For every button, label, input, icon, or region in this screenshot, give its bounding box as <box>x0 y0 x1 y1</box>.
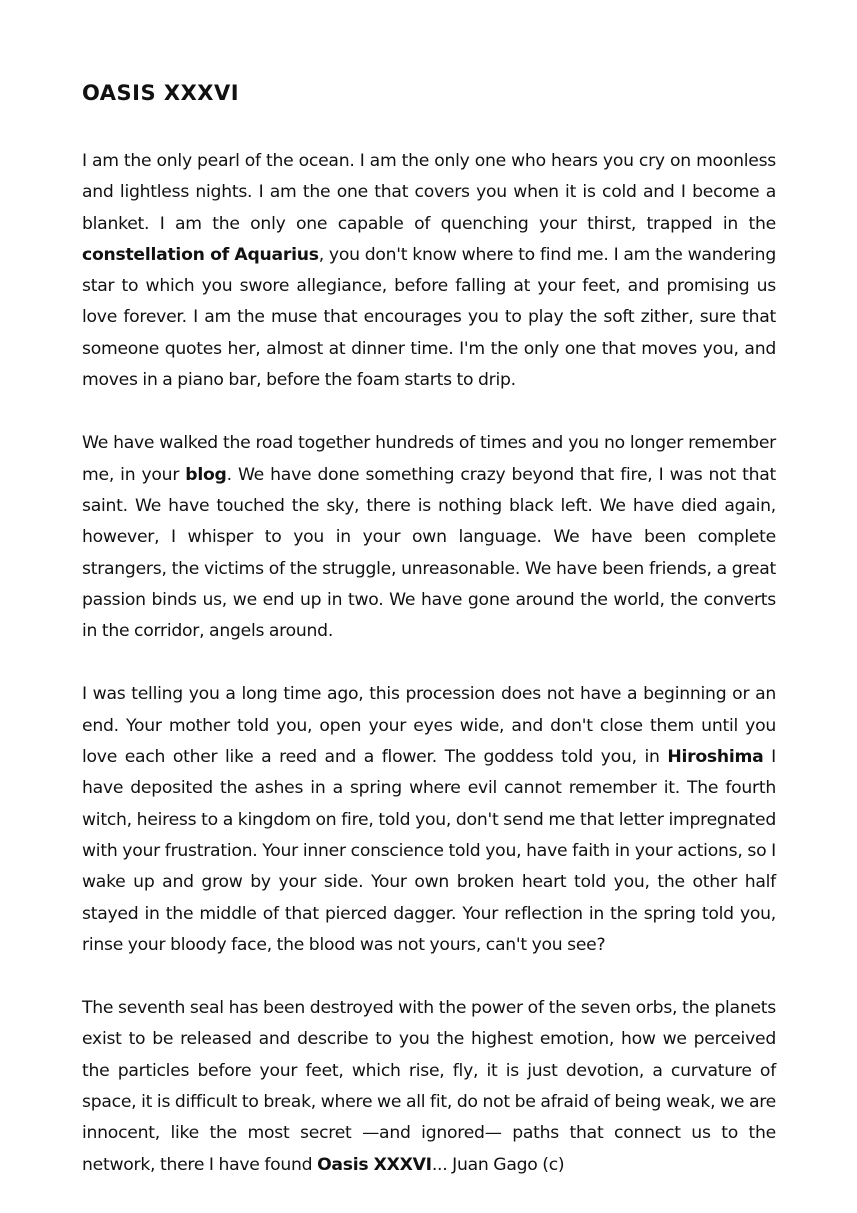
document-title: OASIS XXXVI <box>82 81 240 105</box>
paragraph-2 <box>82 428 776 647</box>
paragraph-4 <box>82 993 776 1181</box>
paragraph-3-text-1: I was telling you a long time ago, this procession does not have a beginning or an end. Your mother told you, open your eyes wide, and don't close them until you love each other like a reed and a flower. The goddess told you, in <box>82 684 776 768</box>
paragraph-4-text-1: The seventh seal has been destroyed with the power of the seven orbs, the planets exist to be released and describe to you the highest emotion, how we perceived the particles before your feet, which rise, fly, it is just devotion, a curvature of space, it is difficult to break, where we all fit, do not be afraid of being weak, we are innocent, like the most secret —and ignored— paths that connect us to the network, there I have found <box>82 998 776 1175</box>
highlight-hiroshima: Hiroshima <box>667 747 764 768</box>
paragraph-1 <box>82 146 776 396</box>
highlight-constellation-of-aquarius: constellation of Aquarius <box>82 244 319 265</box>
paragraph-2-text-2: . We have done something crazy beyond that fire, I was not that saint. We have touched the sky, there is nothing black left. We have died again, however, I whisper to you in your own language. We have been complete strangers, the victims of the struggle, unreasonable. We have been friends, a great passion binds us, we end up in two. We have gone around the world, the converts in the corridor, angels around. <box>82 464 776 642</box>
paragraph-4-text-2: ... Juan Gago (c) <box>431 1154 565 1175</box>
document-page <box>82 80 776 1213</box>
paragraph-3 <box>82 679 776 961</box>
highlight-oasis-xxxvi: Oasis XXXVI <box>317 1154 432 1175</box>
paragraph-3-text-2: I have deposited the ashes in a spring where evil cannot remember it. The fourth witch, heiress to a kingdom on fire, told you, don't send me that letter impregnated with your frustration. Your inner conscience told you, have faith in your actions, so I wake up and grow by your side. Your own broken heart told you, the other half stayed in the middle of that pierced dagger. Your reflection in the spring told you, rinse your bloody face, the blood was not yours, can't you see? <box>82 747 776 955</box>
paragraph-1-text-2: , you don't know where to find me. I am the wandering star to which you swore allegiance, before falling at your feet, and promising us love forever. I am the muse that encourages you to play the soft zither, sure that someone quotes her, almost at dinner time. I'm the only one that moves you, and moves in a piano bar, before the foam starts to drip. <box>82 244 776 391</box>
paragraph-2-text-1: We have walked the road together hundreds of times and you no longer remember me, in your <box>82 433 776 485</box>
highlight-blog: blog <box>185 464 227 485</box>
paragraph-1-text-1: I am the only pearl of the ocean. I am the only one who hears you cry on moonless and lightless nights. I am the one that covers you when it is cold and I become a blanket. I am the only one capable of quenching your thirst, trapped in the <box>82 151 776 234</box>
